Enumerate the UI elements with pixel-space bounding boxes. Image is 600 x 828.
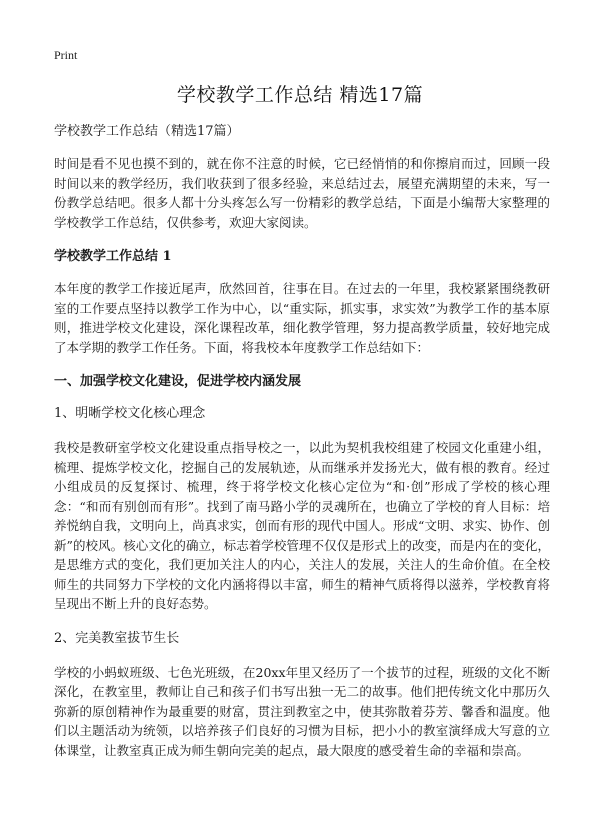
sub-paragraph-2: 学校的小蚂蚁班级、七色光班级，在20xx年里又经历了一个拔节的过程，班级的文化不断深化，在教室里，教师让自己和孩子们书写出独一无二的故事。他们把传统文化中那历久弥新的原创精神作为最重要的财富，贯注到教室之中，使其弥散着芬芳、馨香和温度。他们以主题活动为统领，以培养孩子们良好的习惯为目标，把小小的教室演绎成大写意的立体课堂，让教室真正成为师生朝向完美的起点，最大限度的感受着生命的幸福和崇高。 [54, 664, 550, 758]
document-subtitle: 学校教学工作总结（精选17篇） [54, 124, 240, 139]
sub-heading-1: 1、明晰学校文化核心理念 [54, 406, 206, 421]
sub-heading-2: 2、完美教室拔节生长 [54, 630, 180, 646]
sub-paragraph-1: 我校是教研室学校文化建设重点指导校之一，以此为契机我校组建了校园文化重建小组，梳理、提炼学校文化，挖掘自己的发展轨迹，从而继承并发扬光大，做有根的教育。经过小组成员的反复探讨、梳理，终于将学校文化核心定位为“和·创”形成了学校的核心理念：“和而有别创而有形”。找到了南马路小学的灵魂所在，也确立了学校的育人目标：培养悦纳自我，文明向上，尚真求实，创而有形的现代中国人。形成“文明、求实、协作、创新”的校风。核心文化的确立，标志着学校管理不仅仅是形式上的改变，而是内在的变化，是思维方式的变化，我们更加关注人的内心，关注人的发展，关注人的生命价值。在全校师生的共同努力下学校的文化内涵将得以丰富，师生的精神气质将得以滋养，学校教育将呈现出不断上升的良好态势。 [54, 440, 550, 611]
document-title: 学校教学工作总结 精选17篇 [176, 84, 424, 106]
intro-paragraph: 时间是看不见也摸不到的，就在你不注意的时候，它已经悄悄的和你擦肩而过，回顾一段时间以来的教学经历，我们收获到了很多经验，来总结过去，展望充满期望的未来，写一份教学总结吧。很多人都十分头疼怎么写一份精彩的教学总结，下面是小编帮大家整理的学校教学工作总结，仅供参考，欢迎大家阅读。 [54, 156, 550, 230]
section-1-title: 学校教学工作总结 1 [54, 249, 172, 264]
section-1-paragraph: 本年度的教学工作接近尾声，欣然回首，往事在目。在过去的一年里，我校紧紧围绕教研室的工作要点坚持以教学工作为中心，以“重实际，抓实事，求实效”为教学工作的基本原则，推进学校文化建设，深化课程改革，细化教学管理，努力提高教学质量，较好地完成了本学期的教学工作任务。下面，将我校本年度教学工作总结如下： [54, 281, 550, 355]
print-label: Print [54, 48, 78, 62]
heading-culture: 一、加强学校文化建设，促进学校内涵发展 [54, 374, 302, 389]
document-body [54, 122, 550, 775]
